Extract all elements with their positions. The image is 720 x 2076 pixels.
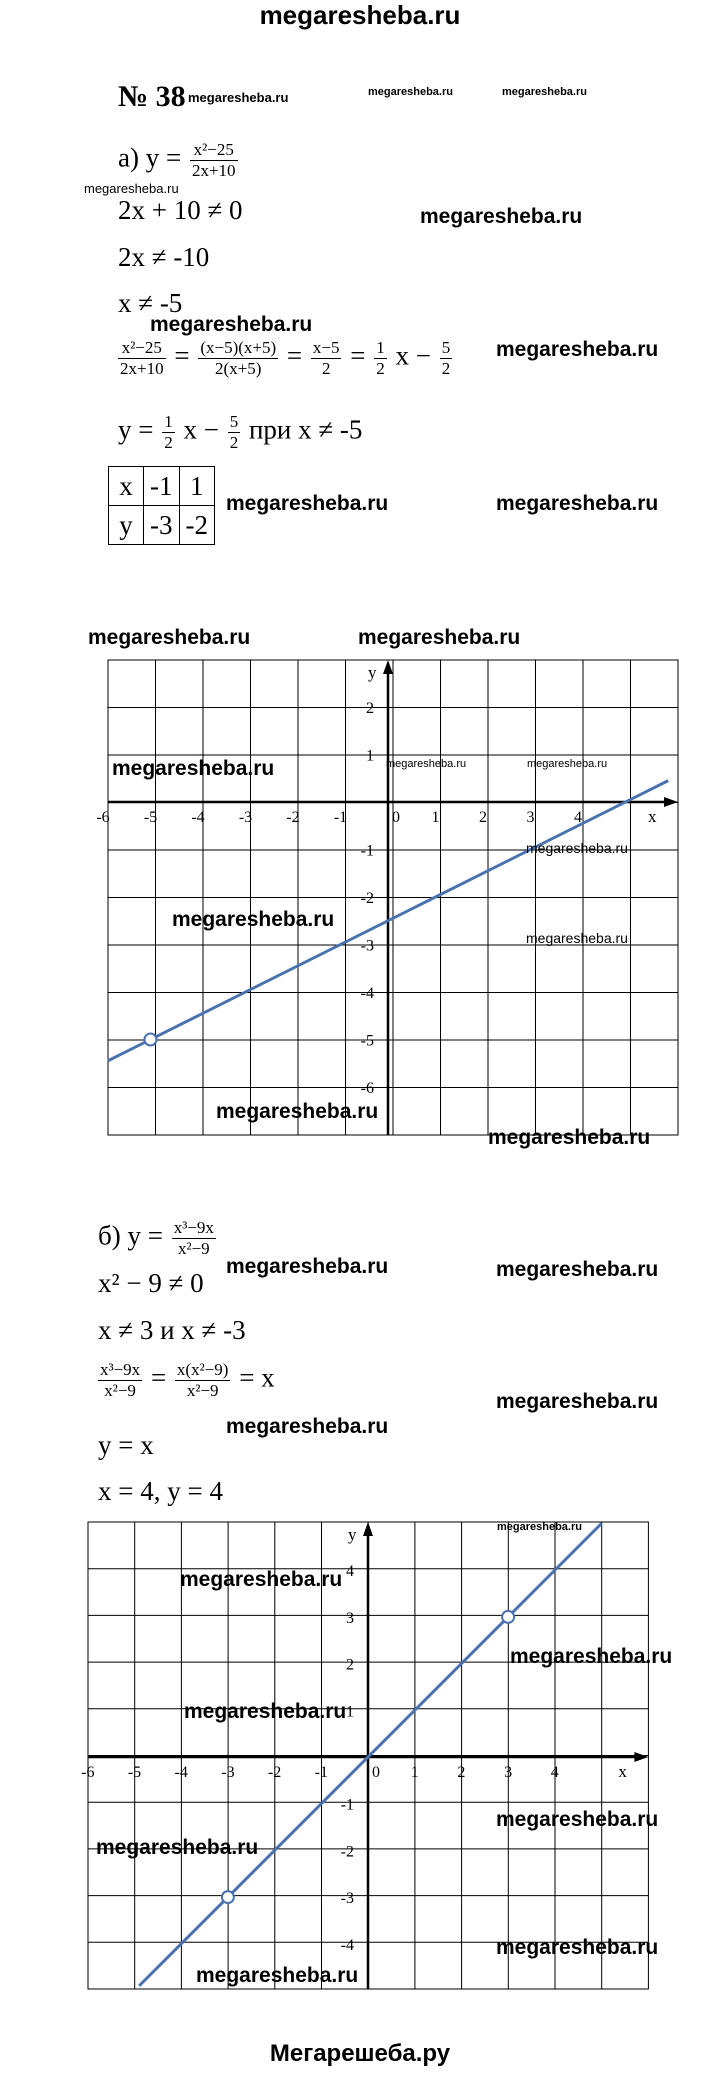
excluded-point-marker xyxy=(222,1891,234,1903)
fraction-denominator: 2 xyxy=(376,358,385,378)
watermark: megaresheba.ru xyxy=(184,1700,347,1723)
y-tick-label: -1 xyxy=(340,1796,354,1814)
fraction-numerator: 5 xyxy=(229,412,239,431)
part-a-line-1: 2x + 10 ≠ 0 xyxy=(118,195,243,225)
x-tick-label: -1 xyxy=(314,1764,328,1781)
watermark: megaresheba.ru xyxy=(84,181,179,196)
fraction-denominator: 2x+10 xyxy=(191,160,236,180)
simplify-b-fraction-2 xyxy=(175,1360,231,1400)
watermark: megaresheba.ru xyxy=(497,1521,582,1533)
watermark: megaresheba.ru xyxy=(172,908,335,931)
fraction-numerator: 1 xyxy=(164,412,173,431)
simplify-b-fraction-1 xyxy=(98,1360,142,1400)
y-axis-arrow xyxy=(363,1522,373,1536)
watermark: megaresheba.ru xyxy=(488,1126,651,1149)
x-tick-label: -1 xyxy=(333,809,348,826)
watermark: megaresheba.ru xyxy=(226,1415,389,1438)
watermark: megaresheba.ru xyxy=(188,90,289,105)
fraction-numerator: 5 xyxy=(441,338,451,357)
part-b-label: б) y = xyxy=(98,1220,163,1251)
y-tick-label: -2 xyxy=(360,890,374,907)
fraction-denominator: 2 xyxy=(229,432,239,452)
part-a-label: а) y = xyxy=(118,142,182,173)
watermark: megaresheba.ru xyxy=(112,757,275,780)
x-tick-label: 0 xyxy=(372,1764,380,1781)
equals-sign: = xyxy=(350,340,366,371)
x-tick-label: 1 xyxy=(410,1764,419,1781)
y-tick-label: -2 xyxy=(340,1843,354,1861)
x-tick-label: -6 xyxy=(96,809,110,826)
table-cell: x xyxy=(109,467,144,506)
x-tick-label: 2 xyxy=(479,809,487,826)
y-tick-label: -1 xyxy=(360,842,374,860)
fraction-numerator: x²−25 xyxy=(190,140,238,161)
x-tick-label: 2 xyxy=(457,1764,466,1781)
equals-sign: = xyxy=(150,1362,167,1393)
x-tick-label: -4 xyxy=(191,809,205,826)
watermark: megaresheba.ru xyxy=(96,1836,259,1859)
watermark: megaresheba.ru xyxy=(196,1964,359,1987)
watermark: megaresheba.ru xyxy=(496,1258,659,1281)
y-tick-label: 1 xyxy=(366,747,374,765)
fraction-denominator: 2x+10 xyxy=(120,358,164,378)
problem-number: № 38 xyxy=(118,80,186,113)
x-tick-label: -5 xyxy=(127,1764,142,1781)
x-tick-label: -2 xyxy=(267,1764,282,1781)
x-tick-label: -6 xyxy=(81,1764,95,1781)
x-axis-label: x xyxy=(648,807,657,826)
y-axis-label: y xyxy=(348,1525,357,1544)
part-b-simplification xyxy=(96,1360,275,1400)
fraction-denominator: 2(x+5) xyxy=(215,358,262,378)
excluded-point-marker xyxy=(145,1034,157,1046)
table-cell: 1 xyxy=(179,467,215,506)
fraction-numerator: x³−9x xyxy=(173,1218,214,1237)
x-minus-text: x − xyxy=(395,340,431,371)
watermark: megaresheba.ru xyxy=(526,930,628,946)
watermark: megaresheba.ru xyxy=(368,86,453,98)
equals-sign: = xyxy=(286,340,303,371)
graph-a-plot xyxy=(96,660,678,1135)
equals-sign: = xyxy=(174,340,190,371)
watermark: megaresheba.ru xyxy=(502,86,587,98)
x-axis-arrow xyxy=(634,1752,648,1762)
x-tick-label: -3 xyxy=(221,1764,235,1781)
fraction-numerator: x−5 xyxy=(312,338,340,357)
fraction-numerator: x(x²−9) xyxy=(176,1360,229,1379)
x-tick-label: -4 xyxy=(174,1764,188,1781)
x-axis-arrow xyxy=(664,797,678,807)
fraction-numerator: x³−9x xyxy=(100,1360,141,1379)
watermark: megaresheba.ru xyxy=(496,1936,659,1959)
y-axis-arrow xyxy=(383,660,393,674)
x-tick-label: 1 xyxy=(431,809,440,826)
table-cell: -1 xyxy=(144,467,180,506)
x-tick-label: 4 xyxy=(574,809,582,826)
part-b-definition xyxy=(98,1218,218,1258)
fraction-numerator: 1 xyxy=(376,338,385,357)
y-tick-label: 2 xyxy=(366,700,374,717)
watermark: megaresheba.ru xyxy=(386,758,467,770)
x-tick-label: 4 xyxy=(550,1764,559,1781)
part-b-fraction xyxy=(172,1218,216,1258)
part-b-line-5: x = 4, y = 4 xyxy=(98,1476,223,1506)
function-line xyxy=(139,1524,601,1986)
part-b-line-4: y = x xyxy=(98,1430,154,1460)
table-cell: y xyxy=(109,506,144,545)
watermark: megaresheba.ru xyxy=(216,1100,379,1123)
part-a-line-2: 2x ≠ -10 xyxy=(118,242,210,272)
graph-b-plot xyxy=(81,1522,648,1989)
excluded-point-marker xyxy=(502,1611,514,1623)
watermark: megaresheba.ru xyxy=(226,492,389,515)
watermark: megaresheba.ru xyxy=(420,205,583,228)
y-axis-label: y xyxy=(368,663,377,682)
y-tick-label: -5 xyxy=(360,1032,374,1050)
fraction-denominator: 2 xyxy=(441,358,451,378)
simplify-b-result: = x xyxy=(239,1362,275,1393)
watermark: megaresheba.ru xyxy=(510,1645,673,1668)
watermark: megaresheba.ru xyxy=(226,1255,389,1278)
part-b-line-2: x ≠ 3 и x ≠ -3 xyxy=(98,1315,246,1345)
x-minus-text: x − xyxy=(183,414,219,445)
y-tick-label: 3 xyxy=(346,1609,354,1627)
watermark: megaresheba.ru xyxy=(358,626,521,649)
watermark: megaresheba.ru xyxy=(526,840,628,856)
watermark: megaresheba.ru xyxy=(496,492,659,515)
watermark: megaresheba.ru xyxy=(496,1390,659,1413)
y-tick-label: 1 xyxy=(346,1703,354,1721)
part-a-line-3: x ≠ -5 xyxy=(118,288,183,318)
fraction-denominator: x²−9 xyxy=(177,1238,210,1258)
y-tick-label: -4 xyxy=(340,1936,354,1954)
x-tick-label: -3 xyxy=(238,809,253,826)
watermark: megaresheba.ru xyxy=(496,338,659,361)
result-condition: при x ≠ -5 xyxy=(248,414,363,445)
watermark: megaresheba.ru xyxy=(496,1808,659,1831)
y-tick-label: -3 xyxy=(360,937,374,955)
fraction-denominator: x²−9 xyxy=(186,1380,219,1400)
watermark: megaresheba.ru xyxy=(88,626,251,649)
x-tick-label: 3 xyxy=(504,1764,513,1781)
y-tick-label: -3 xyxy=(340,1890,354,1908)
x-tick-label: -2 xyxy=(286,809,300,826)
x-tick-label: 3 xyxy=(526,809,535,826)
site-footer[interactable]: Мегарешеба.ру xyxy=(269,2040,451,2067)
watermark: megaresheba.ru xyxy=(180,1568,343,1591)
y-tick-label: -4 xyxy=(360,985,374,1002)
y-tick-label: 4 xyxy=(346,1563,354,1581)
result-prefix: y = xyxy=(118,414,154,445)
x-tick-label: -5 xyxy=(143,809,158,826)
x-tick-label: 0 xyxy=(392,809,400,826)
site-header[interactable]: megaresheba.ru xyxy=(259,0,461,30)
y-tick-label: 2 xyxy=(346,1656,354,1674)
fraction-numerator: x²−25 xyxy=(118,338,166,359)
x-axis-label: x xyxy=(618,1762,627,1781)
table-cell: -2 xyxy=(179,506,215,545)
part-b-line-1: x² − 9 ≠ 0 xyxy=(98,1268,204,1298)
fraction-numerator: (x−5)(x+5) xyxy=(200,338,277,357)
y-tick-label: -6 xyxy=(360,1080,374,1097)
fraction-denominator: 2 xyxy=(321,358,331,378)
fraction-denominator: x²−9 xyxy=(104,1380,136,1400)
watermark: megaresheba.ru xyxy=(527,758,608,770)
fraction-denominator: 2 xyxy=(164,432,173,452)
table-cell: -3 xyxy=(144,506,180,545)
watermark: megaresheba.ru xyxy=(150,313,313,336)
